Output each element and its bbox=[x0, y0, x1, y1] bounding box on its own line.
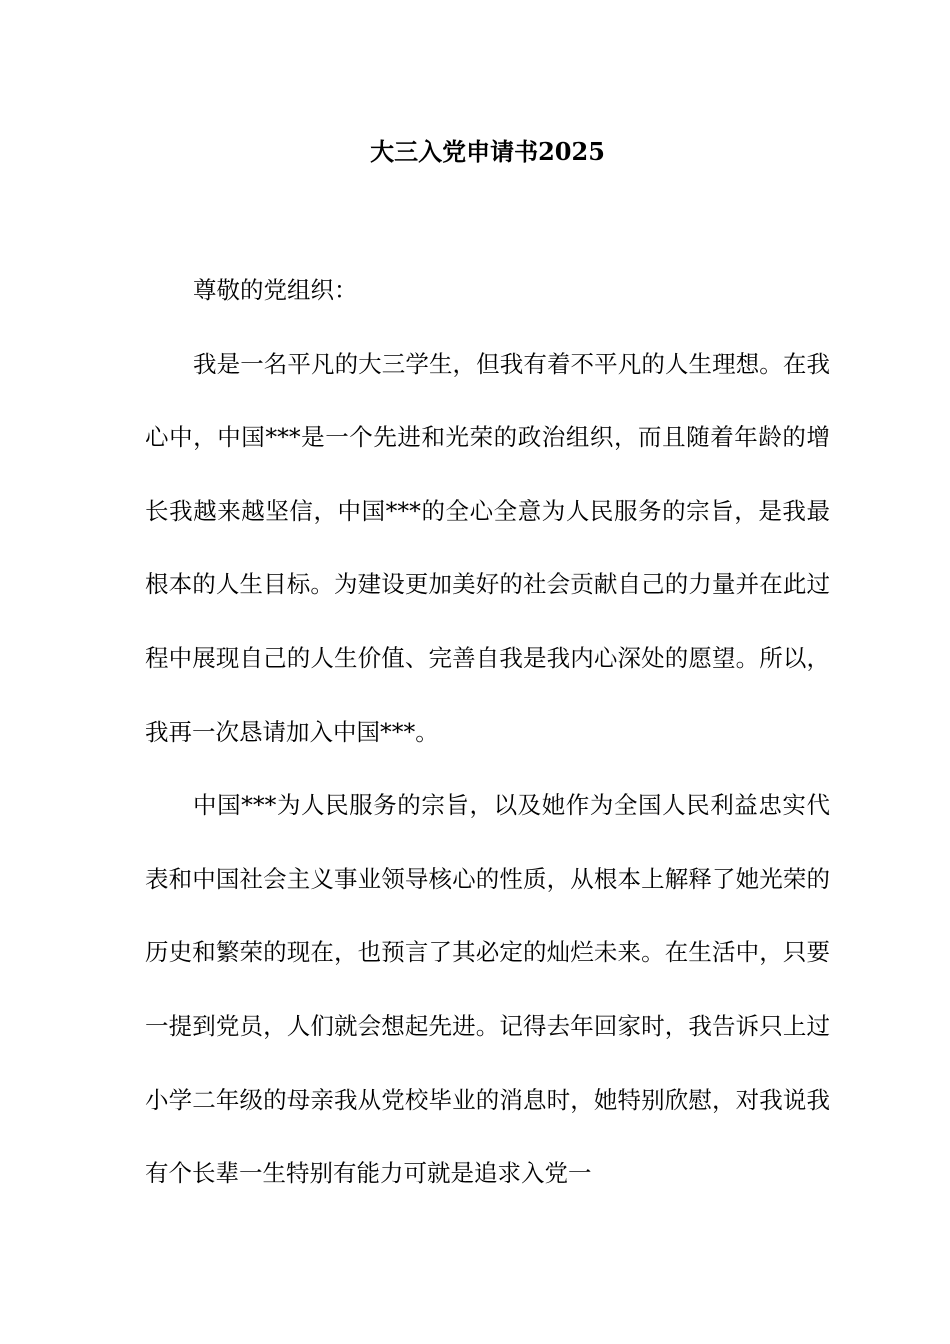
paragraph-1: 我是一名平凡的大三学生，但我有着不平凡的人生理想。在我心中，中国***是一个先进和光荣的政治组织，而且随着年龄的增长我越来越坚信，中国***的全心全意为人民服务的宗旨，是我最根本的人生目标。为建设更加美好的社会贡献自己的力量并在此过程中展现自己的人生价值、完善自我是我内心深处的愿望。所以，我再一次恳请加入中国***。 bbox=[145, 349, 830, 746]
document-title: 大三入党申请书2025 bbox=[370, 137, 605, 166]
paragraph-2: 中国***为人民服务的宗旨，以及她作为全国人民利益忠实代表和中国社会主义事业领导核心的性质，从根本上解释了她光荣的历史和繁荣的现在，也预言了其必定的灿烂未来。在生活中，只要一提到党员，人们就会想起先进。记得去年回家时，我告诉只上过小学二年级的母亲我从党校毕业的消息时，她特别欣慰，对我说我有个长辈一生特别有能力可就是追求入党一 bbox=[145, 791, 830, 1188]
document-body bbox=[145, 254, 830, 1211]
salutation: 尊敬的党组织： bbox=[193, 276, 358, 304]
